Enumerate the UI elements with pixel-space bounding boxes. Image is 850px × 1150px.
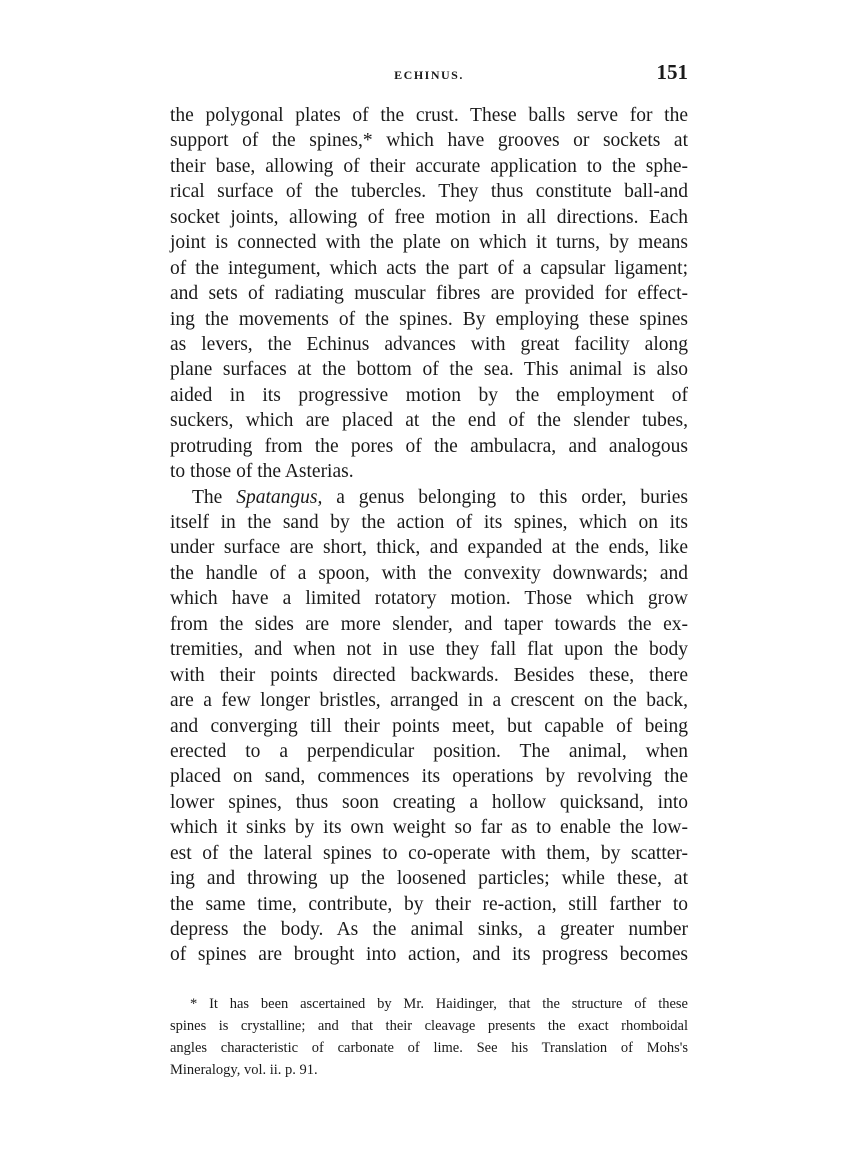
footnote-line: Mineralogy, vol. ii. p. 91. [170, 1062, 318, 1078]
text-line: protruding from the pores of the ambulacra, and analogous [170, 435, 688, 457]
running-header [170, 60, 688, 90]
body-text [170, 103, 688, 968]
text-run: The [192, 486, 237, 508]
text-line: which have a limited rotatory motion. Those which grow [170, 588, 688, 610]
paragraph-first-line [170, 485, 688, 510]
text-line: the same time, contribute, by their re-action, still farther to [170, 893, 688, 915]
text-line: and sets of radiating muscular fibres are provided for effect- [170, 283, 688, 305]
genus-name: Spatangus, [236, 486, 323, 508]
footnote-line: spines is crystalline; and that their cleavage presents the exact rhomboidal [170, 1018, 688, 1034]
text-line: as levers, the Echinus advances with great facility along [170, 333, 688, 355]
text-line: plane surfaces at the bottom of the sea. This animal is also [170, 359, 688, 381]
text-line: joint is connected with the plate on which it turns, by means [170, 232, 688, 254]
text-line: ing and throwing up the loosened particles; while these, at [170, 868, 688, 890]
text-line: with their points directed backwards. Besides these, there [170, 664, 688, 686]
text-line: suckers, which are placed at the end of the slender tubes, [170, 410, 688, 432]
running-title: ECHINUS. [394, 68, 464, 82]
text-line: aided in its progressive motion by the employment of [170, 384, 688, 406]
text-line: under surface are short, thick, and expanded at the ends, like [170, 537, 688, 559]
text-line: of spines are brought into action, and its progress becomes [170, 944, 688, 966]
text-line: rical surface of the tubercles. They thus constitute ball-and [170, 181, 688, 203]
text-line: from the sides are more slender, and taper towards the ex- [170, 613, 688, 635]
footnote-line: * It has been ascertained by Mr. Haidinger, that the structure of these [190, 996, 688, 1012]
text-line: the polygonal plates of the crust. These balls serve for the [170, 105, 688, 126]
text-line: support of the spines,* which have grooves or sockets at [170, 130, 688, 152]
text-line: depress the body. As the animal sinks, a greater number [170, 919, 688, 940]
text-line: to those of the Asterias. [170, 461, 354, 483]
text-line: are a few longer bristles, arranged in a crescent on the back, [170, 690, 688, 712]
page-number: 151 [656, 60, 688, 84]
text-line: est of the lateral spines to co-operate with them, by scatter- [170, 842, 688, 864]
text-line: and converging till their points meet, but capable of being [170, 715, 688, 737]
text-line: of the integument, which acts the part of a capsular ligament; [170, 257, 688, 279]
text-line: socket joints, allowing of free motion in all directions. Each [170, 206, 688, 228]
text-line: erected to a perpendicular position. The animal, when [170, 740, 688, 762]
footnote [170, 993, 688, 1081]
text-line: tremities, and when not in use they fall flat upon the body [170, 639, 688, 661]
text-line: placed on sand, commences its operations by revolving the [170, 766, 688, 788]
text-line: ing the movements of the spines. By employing these spines [170, 308, 688, 330]
text-line: the handle of a spoon, with the convexity downwards; and [170, 562, 688, 584]
text-line: itself in the sand by the action of its spines, which on its [170, 512, 688, 533]
text-run: a genus belonging to this order, buries [322, 486, 688, 508]
text-line: their base, allowing of their accurate application to the sphe- [170, 155, 688, 177]
footnote-line: angles characteristic of carbonate of lime. See his Translation of Mohs's [170, 1040, 688, 1056]
text-line: lower spines, thus soon creating a hollow quicksand, into [170, 791, 688, 813]
text-line: which it sinks by its own weight so far as to enable the low- [170, 817, 688, 839]
